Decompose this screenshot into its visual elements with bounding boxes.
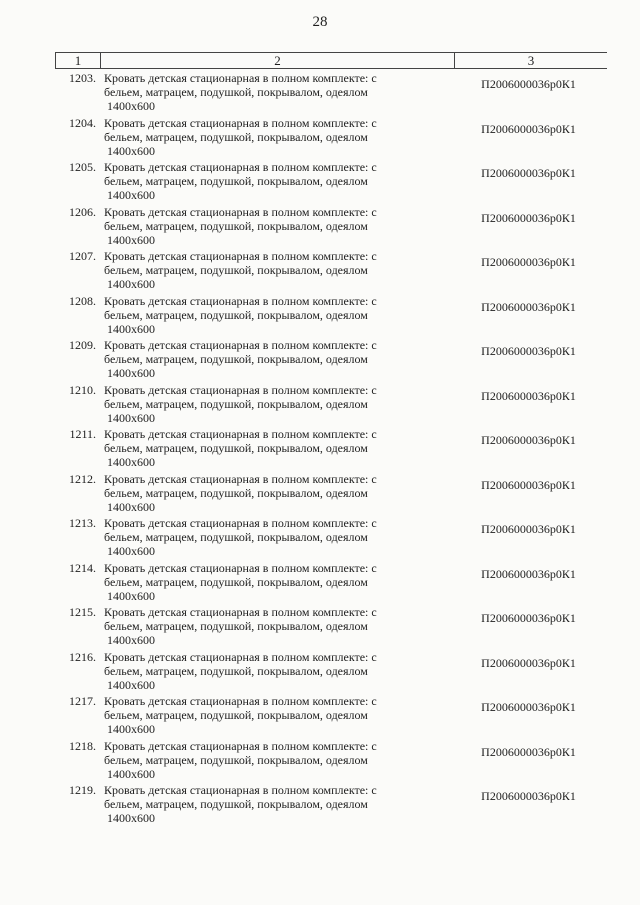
description-line-2: бельем, матрацем, подушкой, покрывалом, одеялом — [104, 352, 368, 366]
description-line-2: бельем, матрацем, подушкой, покрывалом, одеялом — [104, 129, 368, 144]
row-code: П2006000036р0К1 — [481, 522, 576, 536]
table-row — [55, 294, 607, 339]
page-number: 28 — [312, 14, 328, 30]
description-line-2: бельем, матрацем, подушкой, покрывалом, одеялом — [104, 263, 368, 277]
row-description — [100, 650, 450, 695]
description-line-3: 1400х600 — [107, 766, 155, 781]
description-line-1: Кровать детская стационарная в полном комплекте: с — [104, 338, 377, 352]
row-description — [100, 739, 450, 784]
table-row — [55, 71, 607, 116]
inventory-table — [55, 52, 607, 828]
table-row — [55, 561, 607, 606]
row-code: П2006000036р0К1 — [481, 700, 576, 714]
row-code: П2006000036р0К1 — [481, 121, 576, 136]
table-row — [55, 205, 607, 250]
description-line-2: бельем, матрацем, подушкой, покрывалом, одеялом — [104, 85, 368, 99]
description-line-3: 1400х600 — [107, 366, 155, 380]
description-line-2: бельем, матрацем, подушкой, покрывалом, одеялом — [104, 708, 368, 722]
description-line-2: бельем, матрацем, подушкой, покрывалом, одеялом — [104, 530, 368, 544]
description-line-2: бельем, матрацем, подушкой, покрывалом, одеялом — [104, 485, 368, 500]
row-description — [100, 338, 450, 383]
description-line-2: бельем, матрацем, подушкой, покрывалом, одеялом — [104, 752, 368, 767]
description-line-3: 1400х600 — [107, 455, 155, 469]
column-header-3: 3 — [527, 53, 535, 68]
table-body — [55, 71, 607, 828]
description-line-1: Кровать детская стационарная в полном комплекте: с — [104, 115, 377, 130]
description-line-2: бельем, матрацем, подушкой, покрывалом, одеялом — [104, 619, 368, 633]
description-line-1: Кровать детская стационарная в полном комплекте: с — [104, 694, 377, 708]
table-row — [55, 338, 607, 383]
table-row — [55, 383, 607, 428]
row-description — [100, 294, 450, 339]
row-code: П2006000036р0К1 — [481, 611, 576, 625]
description-line-1: Кровать детская стационарная в полном комплекте: с — [104, 160, 377, 174]
description-line-3: 1400х600 — [107, 410, 155, 425]
table-header — [55, 52, 607, 69]
description-line-2: бельем, матрацем, подушкой, покрывалом, одеялом — [104, 307, 368, 322]
row-description — [100, 561, 450, 606]
description-line-1: Кровать детская стационарная в полном комплекте: с — [104, 605, 377, 619]
row-number: 1203. — [69, 71, 96, 85]
row-code: П2006000036р0К1 — [481, 789, 576, 803]
description-line-3: 1400х600 — [107, 99, 155, 113]
description-line-2: бельем, матрацем, подушкой, покрывалом, одеялом — [104, 218, 368, 233]
row-code: П2006000036р0К1 — [481, 433, 576, 447]
row-description — [100, 249, 450, 294]
row-number: 1207. — [69, 249, 96, 263]
description-line-1: Кровать детская стационарная в полном комплекте: с — [104, 204, 377, 219]
description-line-3: 1400х600 — [107, 544, 155, 558]
table-row — [55, 739, 607, 784]
description-line-2: бельем, матрацем, подушкой, покрывалом, одеялом — [104, 441, 368, 455]
row-code: П2006000036р0К1 — [481, 299, 576, 314]
row-code: П2006000036р0К1 — [481, 210, 576, 225]
row-number: 1214. — [69, 560, 96, 575]
row-number: 1211. — [69, 427, 96, 441]
description-line-3: 1400х600 — [107, 232, 155, 247]
row-description — [100, 516, 450, 561]
row-code: П2006000036р0К1 — [481, 344, 576, 358]
description-line-2: бельем, матрацем, подушкой, покрывалом, одеялом — [104, 663, 368, 678]
row-description — [100, 783, 450, 828]
description-line-1: Кровать детская стационарная в полном комплекте: с — [104, 249, 377, 263]
description-line-3: 1400х600 — [107, 722, 155, 736]
description-line-3: 1400х600 — [107, 588, 155, 603]
table-row — [55, 427, 607, 472]
description-line-1: Кровать детская стационарная в полном комплекте: с — [104, 71, 377, 85]
description-line-1: Кровать детская стационарная в полном комплекте: с — [104, 427, 377, 441]
row-code: П2006000036р0К1 — [481, 166, 576, 180]
row-description — [100, 205, 450, 250]
row-code: П2006000036р0К1 — [481, 388, 576, 403]
row-description — [100, 694, 450, 739]
description-line-1: Кровать детская стационарная в полном комплекте: с — [104, 516, 377, 530]
column-header-2: 2 — [101, 53, 455, 68]
table-row — [55, 249, 607, 294]
description-line-2: бельем, матрацем, подушкой, покрывалом, одеялом — [104, 797, 368, 811]
row-description — [100, 472, 450, 517]
description-line-1: Кровать детская стационарная в полном комплекте: с — [104, 471, 377, 486]
description-line-1: Кровать детская стационарная в полном комплекте: с — [104, 293, 377, 308]
row-number: 1208. — [69, 293, 96, 308]
row-number: 1217. — [69, 694, 96, 708]
row-number: 1216. — [69, 649, 96, 664]
description-line-3: 1400х600 — [107, 143, 155, 158]
description-line-2: бельем, матрацем, подушкой, покрывалом, одеялом — [104, 174, 368, 188]
description-line-3: 1400х600 — [107, 633, 155, 647]
row-number: 1218. — [69, 738, 96, 753]
row-code: П2006000036р0К1 — [481, 566, 576, 581]
row-number: 1206. — [69, 204, 96, 219]
row-number: 1213. — [69, 516, 96, 530]
table-row — [55, 783, 607, 828]
description-line-2: бельем, матрацем, подушкой, покрывалом, одеялом — [104, 396, 368, 411]
row-code: П2006000036р0К1 — [481, 655, 576, 670]
row-number: 1209. — [69, 338, 96, 352]
column-header-1: 1 — [55, 53, 101, 68]
row-code: П2006000036р0К1 — [481, 77, 576, 91]
row-number: 1219. — [69, 783, 96, 797]
table-row — [55, 116, 607, 161]
table-row — [55, 605, 607, 650]
row-number: 1204. — [69, 115, 96, 130]
description-line-1: Кровать детская стационарная в полном комплекте: с — [104, 738, 377, 753]
row-number: 1212. — [69, 471, 96, 486]
row-number: 1215. — [69, 605, 96, 619]
row-number: 1210. — [69, 382, 96, 397]
row-code: П2006000036р0К1 — [481, 744, 576, 759]
description-line-2: бельем, матрацем, подушкой, покрывалом, одеялом — [104, 574, 368, 589]
table-row — [55, 160, 607, 205]
description-line-1: Кровать детская стационарная в полном комплекте: с — [104, 382, 377, 397]
description-line-1: Кровать детская стационарная в полном комплекте: с — [104, 649, 377, 664]
row-description — [100, 71, 450, 116]
row-code: П2006000036р0К1 — [481, 255, 576, 269]
row-description — [100, 383, 450, 428]
description-line-1: Кровать детская стационарная в полном комплекте: с — [104, 560, 377, 575]
description-line-3: 1400х600 — [107, 499, 155, 514]
table-row — [55, 650, 607, 695]
table-row — [55, 472, 607, 517]
description-line-3: 1400х600 — [107, 677, 155, 692]
description-line-3: 1400х600 — [107, 188, 155, 202]
row-description — [100, 427, 450, 472]
row-number: 1205. — [69, 160, 96, 174]
description-line-3: 1400х600 — [107, 811, 155, 825]
row-description — [100, 116, 450, 161]
table-row — [55, 516, 607, 561]
row-description — [100, 605, 450, 650]
description-line-1: Кровать детская стационарная в полном комплекте: с — [104, 783, 377, 797]
row-code: П2006000036р0К1 — [481, 477, 576, 492]
row-description — [100, 160, 450, 205]
description-line-3: 1400х600 — [107, 277, 155, 291]
description-line-3: 1400х600 — [107, 321, 155, 336]
table-row — [55, 694, 607, 739]
